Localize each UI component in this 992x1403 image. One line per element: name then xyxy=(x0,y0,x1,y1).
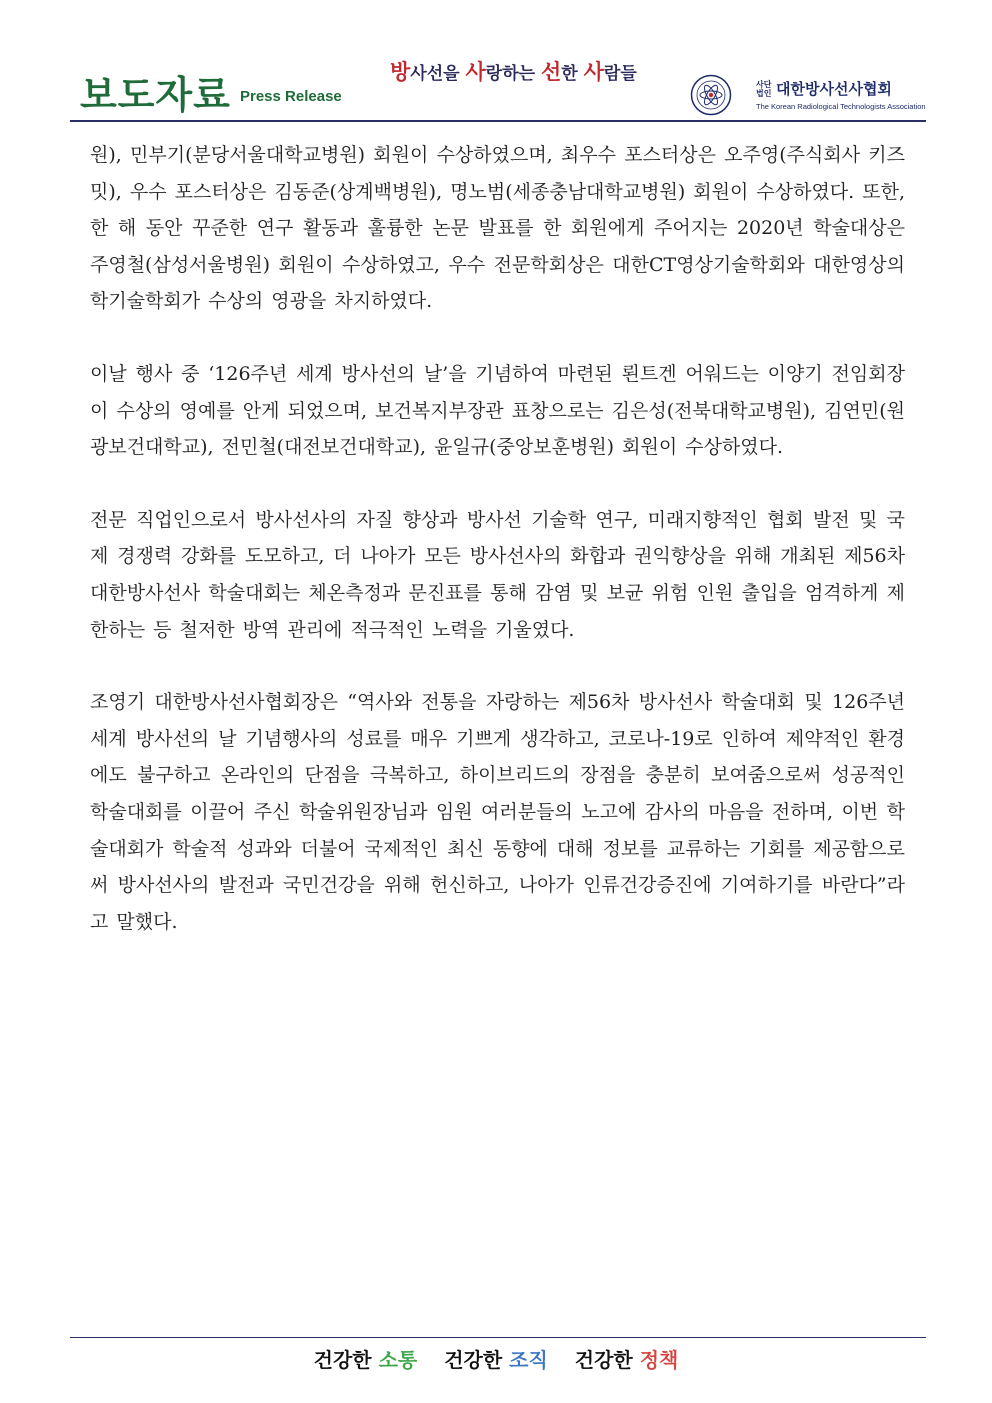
page-header xyxy=(70,48,926,120)
paragraph: 원), 민부기(분당서울대학교병원) 회원이 수상하였으며, 최우수 포스터상은 오주영(주식회사 키즈밋), 우수 포스터상은 김동준(상계백병원), 명노범(세종충남대학교병원) 회원이 수상하였다. 또한, 한 해 동안 꾸준한 연구 활동과 훌륭한 논문 발표를 한 회원에게 주어지는 2020년 학술대상은 주영철(삼성서울병원) 회원이 수상하였고, 우수 전문학회상은 대한CT영상기술학회와 대한영상의학기술학회가 수상의 영광을 차지하였다. xyxy=(90,144,905,313)
header-divider xyxy=(70,120,926,122)
footer-slogan xyxy=(0,1344,992,1373)
footer-accent: 소통 xyxy=(378,1348,418,1372)
association-name: 대한방사선사협회 xyxy=(776,80,892,98)
paragraph: 전문 직업인으로서 방사선사의 자질 향상과 방사선 기술학 연구, 미래지향적인 협회 발전 및 국제 경쟁력 강화를 도모하고, 더 나아가 모든 방사선사의 화합과 권익향상을 위해 개최된 제56차 대한방사선사 학술대회는 체온측정과 문진표를 통해 감염 및 보균 위험 인원 출입을 엄격하게 제한하는 등 철저한 방역 관리에 적극적인 노력을 기울였다. xyxy=(90,508,905,641)
press-release-subtitle: Press Release xyxy=(240,88,342,105)
association-logo-icon xyxy=(690,74,732,116)
paragraph: 조영기 대한방사선사협회장은 “역사와 전통을 자랑하는 제56차 방사선사 학술대회 및 126주년 세계 방사선의 날 기념행사의 성료를 매우 기쁘게 생각하고, 코로나-19로 인하여 제약적인 환경에도 불구하고 온라인의 단점을 극복하고, 하이브리드의 장점을 충분히 보여줌으로써 성공적인 학술대회를 이끌어 주신 학술위원장님과 임원 여러분들의 노고에 감사의 마음을 전하며, 이번 학술대회가 학술적 성과와 더불어 국제적인 최신 동향에 대해 정보를 교류하는 기회를 제공함으로써 방사선사의 발전과 국민건강을 위해 헌신하고, 나아가 인류건강증진에 기여하기를 바란다”라고 말했다. xyxy=(90,691,905,933)
association-english-name: The Korean Radiological Technologists Association xyxy=(756,102,926,111)
slogan-part: 선 xyxy=(540,60,562,84)
slogan-part: 사선을 xyxy=(410,64,466,84)
footer-item xyxy=(314,1348,418,1372)
association-tag: 사단법인 xyxy=(756,80,772,98)
article-body xyxy=(90,137,905,940)
paragraph: 이날 행사 중 ‘126주년 세계 방사선의 날’을 기념하여 마련된 뢴트겐 어워드는 이양기 전임회장이 수상의 영예를 안게 되었으며, 보건복지부장관 표창으로는 김은성(전북대학교병원), 김연민(원광보건대학교), 전민철(대전보건대학교), 윤일규(중앙보훈병원) 회원이 수상하였다. xyxy=(90,362,905,459)
slogan-part: 랑하는 xyxy=(485,64,541,84)
footer-lead: 건강한 xyxy=(574,1348,640,1372)
footer-item xyxy=(575,1348,679,1372)
association-block xyxy=(690,74,926,116)
slogan-part: 사 xyxy=(465,60,486,84)
footer-item xyxy=(444,1348,548,1372)
slogan-part: 한 xyxy=(561,64,584,84)
footer-lead: 건강한 xyxy=(444,1348,510,1372)
footer-divider xyxy=(70,1337,926,1338)
slogan-part: 람들 xyxy=(603,64,637,84)
slogan-part: 방 xyxy=(390,60,411,84)
footer-accent: 조직 xyxy=(509,1348,548,1372)
footer-lead: 건강한 xyxy=(313,1348,379,1372)
footer-accent: 정책 xyxy=(639,1348,679,1372)
slogan xyxy=(390,56,637,86)
slogan-part: 사 xyxy=(583,60,604,84)
press-release-title: 보도자료 xyxy=(80,73,231,117)
